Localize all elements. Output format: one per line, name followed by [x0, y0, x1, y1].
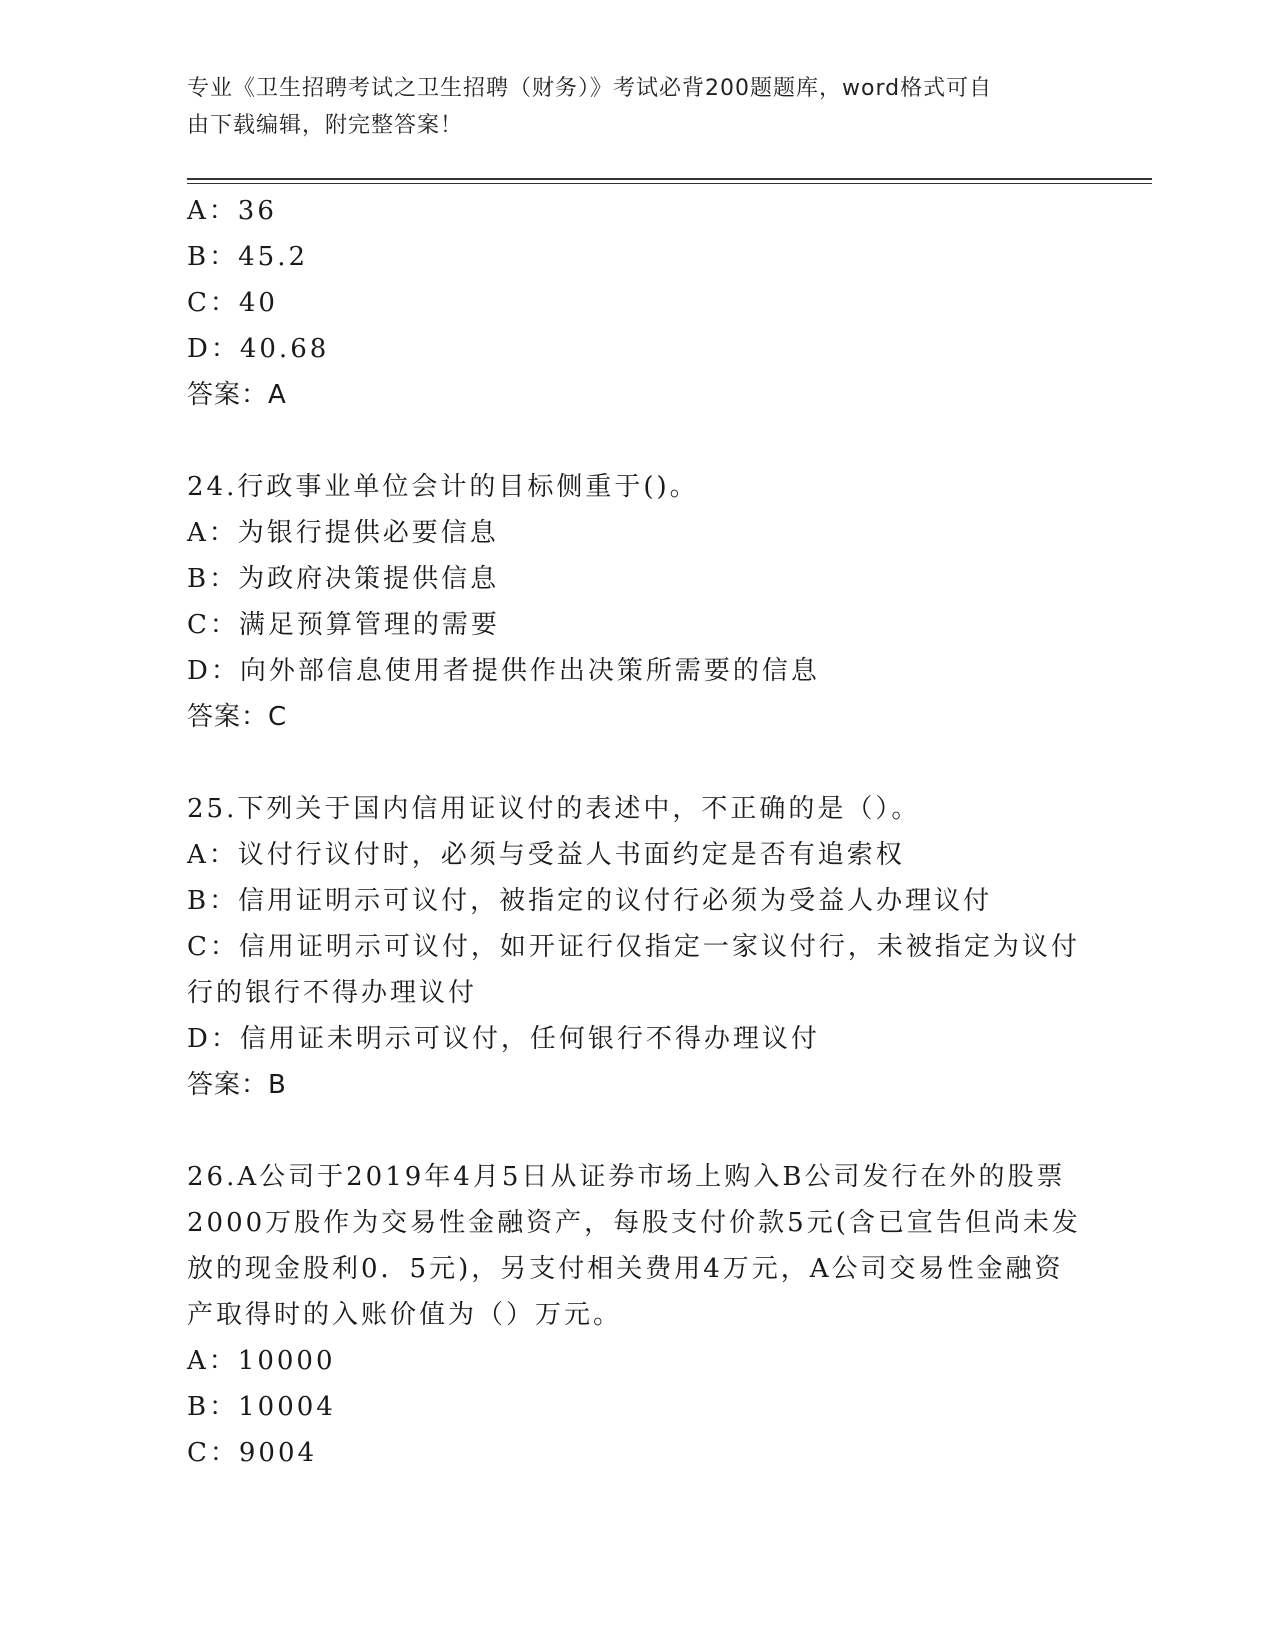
answer: 答案：C	[187, 702, 288, 732]
question-stem: 25.下列关于国内信用证议付的表述中，不正确的是（）。	[187, 794, 921, 824]
option-b: B：信用证明示可议付，被指定的议付行必须为受益人办理议付	[187, 886, 993, 916]
option-d: D：向外部信息使用者提供作出决策所需要的信息	[187, 656, 820, 686]
option-d: D：40.68	[187, 334, 330, 364]
question-stem-line-2: 2000万股作为交易性金融资产，每股支付价款5元(含已宣告但尚未发	[187, 1208, 1081, 1238]
option-c-line-1: C：信用证明示可议付，如开证行仅指定一家议付行，未被指定为议付	[187, 932, 1080, 962]
option-b: B：45.2	[187, 242, 308, 272]
option-c: C：9004	[187, 1438, 318, 1468]
document-header	[187, 70, 1067, 144]
question-stem: 24.行政事业单位会计的目标侧重于()。	[187, 472, 699, 502]
question-26	[187, 1154, 1087, 1476]
option-a: A：为银行提供必要信息	[187, 518, 499, 548]
question-stem-line-3: 放的现金股利0．5元)，另支付相关费用4万元，A公司交易性金融资	[187, 1254, 1064, 1284]
answer: 答案：B	[187, 1070, 287, 1100]
question-stem-line-4: 产取得时的入账价值为（）万元。	[187, 1300, 623, 1330]
spacer	[187, 1108, 1087, 1154]
header-rule-thin	[187, 183, 1152, 184]
option-a: A：议付行议付时，必须与受益人书面约定是否有追索权	[187, 840, 905, 870]
option-c: C：40	[187, 288, 278, 318]
header-rule-thick	[187, 178, 1152, 180]
spacer	[187, 740, 1087, 786]
question-24	[187, 464, 1087, 740]
spacer	[187, 418, 1087, 464]
option-a: A：36	[187, 196, 277, 226]
header-line-2: 由下载编辑，附完整答案！	[187, 113, 464, 138]
document-body	[187, 188, 1087, 1476]
option-c: C：满足预算管理的需要	[187, 610, 500, 640]
option-a: A：10000	[187, 1346, 336, 1376]
option-b: B：10004	[187, 1392, 336, 1422]
question-23-continued	[187, 188, 1087, 418]
question-25	[187, 786, 1087, 1108]
option-b: B：为政府决策提供信息	[187, 564, 500, 594]
header-line-1: 专业《卫生招聘考试之卫生招聘（财务）》考试必背200题题库，word格式可自	[187, 76, 993, 101]
question-stem-line-1: 26.A公司于2019年4月5日从证券市场上购入B公司发行在外的股票	[187, 1162, 1066, 1192]
answer: 答案：A	[187, 380, 287, 410]
option-c-line-2: 行的银行不得办理议付	[187, 978, 478, 1008]
option-d: D：信用证未明示可议付，任何银行不得办理议付	[187, 1024, 820, 1054]
